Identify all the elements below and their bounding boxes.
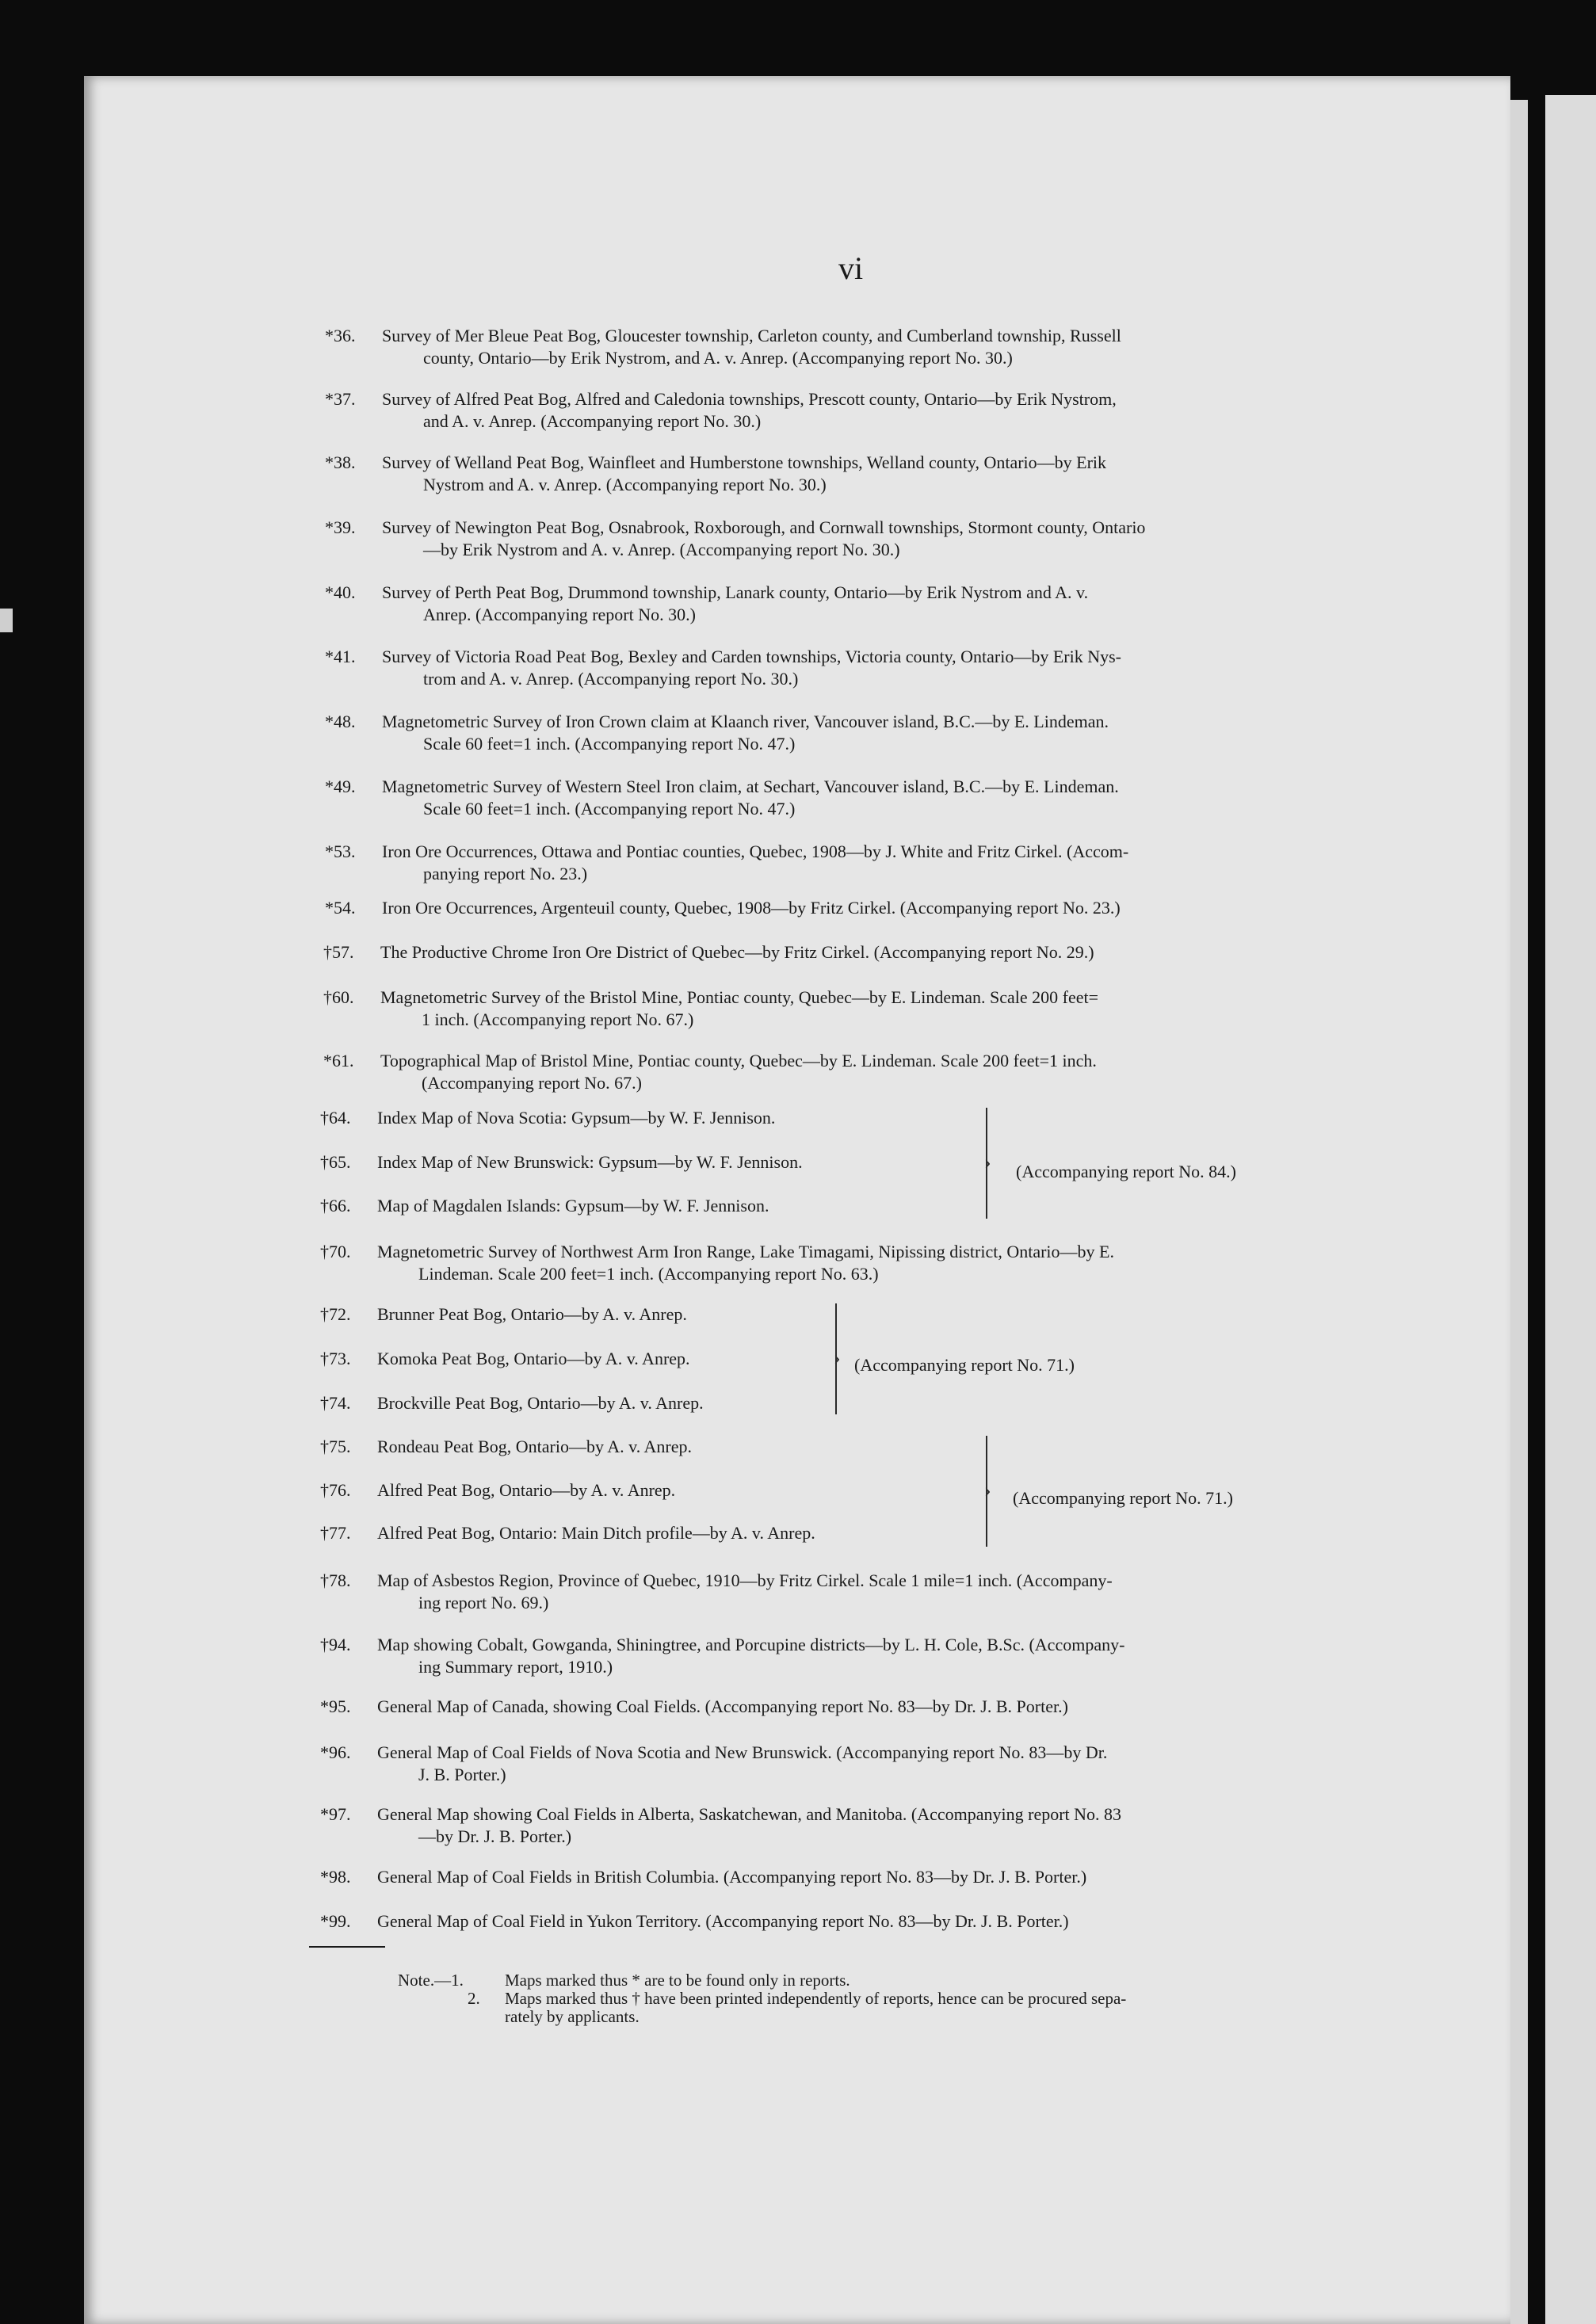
map-entry-line: General Map of Coal Fields of Nova Scotia and New Brunswick. (Accompanying report No. 83—by Dr. — [377, 1742, 1108, 1762]
note-line-1: Maps marked thus * are to be found only in reports. — [505, 1971, 850, 1990]
map-entry-line: Magnetometric Survey of Western Steel Iron claim, at Sechart, Vancouver island, B.C.—by E. Lindeman. — [382, 777, 1119, 796]
note-line-3: rately by applicants. — [505, 2007, 640, 2026]
map-entry-continuation-line: —by Dr. J. B. Porter.) — [418, 1826, 572, 1846]
map-entry — [320, 1195, 837, 1217]
map-entry-line: Brunner Peat Bog, Ontario—by A. v. Anrep. — [377, 1304, 687, 1324]
map-entry-text — [377, 1570, 1113, 1614]
map-entry-line: General Map of Coal Fields in British Columbia. (Accompanying report No. 83—by Dr. J. B. Porter.) — [377, 1867, 1087, 1887]
adjacent-page-edge — [1545, 95, 1596, 2324]
group-report-label: (Accompanying report No. 84.) — [1016, 1162, 1236, 1181]
map-entry-line: Brockville Peat Bog, Ontario—by A. v. Anrep. — [377, 1393, 704, 1413]
map-entry-number: †64. — [320, 1108, 351, 1128]
map-entry-number: †76. — [320, 1480, 351, 1500]
map-entry-line: General Map of Canada, showing Coal Fields. (Accompanying report No. 83—by Dr. J. B. Porter.) — [377, 1696, 1068, 1716]
map-entry-number: *99. — [320, 1911, 351, 1931]
map-entry-continuation-line: trom and A. v. Anrep. (Accompanying report No. 30.) — [423, 669, 799, 689]
map-entry-number: *40. — [325, 582, 356, 602]
map-entry-number: *37. — [325, 389, 356, 409]
map-entry — [320, 1522, 916, 1544]
map-entry-text — [377, 1910, 1069, 1933]
map-entry-text — [377, 1107, 775, 1129]
map-entry-continuation-line: Scale 60 feet=1 inch. (Accompanying report No. 47.) — [423, 734, 796, 754]
map-entry-line: Index Map of New Brunswick: Gypsum—by W. F. Jennison. — [377, 1152, 803, 1172]
map-entry — [320, 1910, 1360, 1933]
map-entry-line: Rondeau Peat Bog, Ontario—by A. v. Anrep. — [377, 1437, 692, 1456]
brace-point: › — [984, 1151, 991, 1173]
map-entry-text — [380, 941, 1094, 964]
map-entry — [320, 1803, 1399, 1848]
map-entry — [325, 776, 1440, 820]
map-entry-continuation-line: 1 inch. (Accompanying report No. 67.) — [422, 1009, 694, 1029]
map-entry-number: *53. — [325, 841, 356, 861]
map-entry-line: Alfred Peat Bog, Ontario—by A. v. Anrep. — [377, 1480, 676, 1500]
map-entry-number: *41. — [325, 647, 356, 666]
map-entry — [320, 1348, 797, 1370]
map-entry-text — [382, 582, 1088, 626]
map-entry-continuation-line: Nystrom and A. v. Anrep. (Accompanying report No. 30.) — [423, 475, 827, 494]
map-entry-text — [377, 1392, 704, 1414]
map-entry-text — [382, 841, 1128, 885]
map-entry — [320, 1436, 797, 1458]
map-entry-line: Komoka Peat Bog, Ontario—by A. v. Anrep. — [377, 1349, 690, 1368]
map-entry-text — [380, 1050, 1097, 1094]
map-entry-number: †65. — [320, 1152, 351, 1172]
map-entry — [325, 897, 1440, 919]
map-entry — [320, 1241, 1431, 1285]
map-entry-number: *97. — [320, 1804, 351, 1824]
map-entry-continuation-line: Scale 60 feet=1 inch. (Accompanying report No. 47.) — [423, 799, 796, 819]
note-label: Note.—1. — [398, 1971, 464, 1990]
map-entry-text — [382, 711, 1109, 755]
map-entry-line: Survey of Perth Peat Bog, Drummond township, Lanark county, Ontario—by Erik Nystrom and A. v. — [382, 582, 1089, 602]
map-entry-continuation-line: Anrep. (Accompanying report No. 30.) — [423, 605, 696, 624]
map-entry-number: †77. — [320, 1523, 351, 1543]
map-entry-line: Survey of Welland Peat Bog, Wainfleet and Humberstone townships, Welland county, Ontario—by Erik — [382, 452, 1107, 472]
map-entry-text — [377, 1742, 1107, 1786]
map-entry-number: *95. — [320, 1696, 351, 1716]
footnote-rule — [309, 1946, 385, 1948]
map-entry-line: Iron Ore Occurrences, Argenteuil county, Quebec, 1908—by Fritz Cirkel. (Accompanying report No. 23.) — [382, 898, 1121, 918]
map-entry-line: General Map showing Coal Fields in Alberta, Saskatchewan, and Manitoba. (Accompanying report No. 83 — [377, 1804, 1122, 1824]
map-entry — [325, 517, 1440, 561]
map-entry — [320, 1696, 1399, 1718]
map-entry — [325, 841, 1440, 885]
map-entry — [320, 1742, 1399, 1786]
map-entry-number: †78. — [320, 1570, 351, 1590]
map-entry — [325, 711, 1440, 755]
map-entry-number: †70. — [320, 1242, 351, 1261]
note-item-2-number: 2. — [468, 1989, 480, 2008]
group-report-label: (Accompanying report No. 71.) — [854, 1355, 1075, 1375]
map-entry — [325, 582, 1440, 626]
map-entry — [320, 1151, 869, 1173]
map-entry — [323, 941, 1434, 964]
map-entry-continuation-line: and A. v. Anrep. (Accompanying report No. 30.) — [423, 411, 762, 431]
map-entry — [320, 1479, 789, 1502]
map-entry-line: Survey of Victoria Road Peat Bog, Bexley and Carden townships, Victoria county, Ontario—by Erik Nys- — [382, 647, 1122, 666]
map-entry-line: Map of Magdalen Islands: Gypsum—by W. F. Jennison. — [377, 1196, 769, 1215]
map-entry-number: *49. — [325, 777, 356, 796]
page-number: vi — [838, 250, 864, 286]
map-entry-text — [377, 1151, 803, 1173]
map-entry-continuation-line: ing report No. 69.) — [418, 1593, 549, 1612]
map-entry-number: *38. — [325, 452, 356, 472]
brace-point: › — [984, 1479, 991, 1502]
map-entry-text — [377, 1696, 1068, 1718]
map-entry-text — [382, 517, 1145, 561]
map-entry — [325, 646, 1440, 690]
map-entry — [320, 1303, 789, 1326]
map-entry-number: *98. — [320, 1867, 351, 1887]
map-entry-number: †74. — [320, 1393, 351, 1413]
map-entry-text — [377, 1241, 1114, 1285]
map-entry-text — [382, 452, 1106, 496]
map-entry — [320, 1634, 1415, 1678]
map-entry-line: Survey of Newington Peat Bog, Osnabrook, Roxborough, and Cornwall townships, Stormont county, Ontario — [382, 517, 1146, 537]
map-entry — [320, 1866, 1368, 1888]
map-entry-text — [377, 1634, 1124, 1678]
scan-speck — [0, 609, 13, 632]
map-entry-number: *61. — [323, 1051, 354, 1070]
map-entry-continuation-line: (Accompanying report No. 67.) — [422, 1073, 642, 1093]
map-entry-continuation-line: county, Ontario—by Erik Nystrom, and A. v. Anrep. (Accompanying report No. 30.) — [423, 348, 1013, 368]
map-entry-number: †66. — [320, 1196, 351, 1215]
map-entry-line: Index Map of Nova Scotia: Gypsum—by W. F. Jennison. — [377, 1108, 776, 1128]
page-edge — [1510, 100, 1528, 2324]
map-entry-line: Magnetometric Survey of Iron Crown claim at Klaanch river, Vancouver island, B.C.—by E. Lindeman. — [382, 712, 1109, 731]
map-entry-number: *48. — [325, 712, 356, 731]
map-entry-line: Survey of Alfred Peat Bog, Alfred and Caledonia townships, Prescott county, Ontario—by Erik Nystrom, — [382, 389, 1117, 409]
map-entry-line: Magnetometric Survey of Northwest Arm Iron Range, Lake Timagami, Nipissing district, Ontario—by E. — [377, 1242, 1114, 1261]
map-entry-text — [377, 1348, 690, 1370]
group-report-label: (Accompanying report No. 71.) — [1013, 1488, 1233, 1508]
map-entry-line: Topographical Map of Bristol Mine, Pontiac county, Quebec—by E. Lindeman. Scale 200 feet=1 inch. — [380, 1051, 1097, 1070]
map-entry — [325, 388, 1440, 433]
brace-point: › — [834, 1346, 841, 1369]
map-entry-text — [382, 646, 1121, 690]
map-entry-text — [382, 897, 1121, 919]
map-entry — [323, 986, 1434, 1031]
map-entry-number: †60. — [323, 987, 354, 1007]
map-entry-text — [382, 776, 1119, 820]
map-entry-text — [382, 388, 1117, 433]
map-entry-continuation-line: Lindeman. Scale 200 feet=1 inch. (Accompanying report No. 63.) — [418, 1264, 879, 1284]
map-entry-line: Map showing Cobalt, Gowganda, Shiningtree, and Porcupine districts—by L. H. Cole, B.Sc. (Accompany- — [377, 1635, 1125, 1654]
map-entry-number: *54. — [325, 898, 356, 918]
map-entry-line: Map of Asbestos Region, Province of Quebec, 1910—by Fritz Cirkel. Scale 1 mile=1 inch. (Accompany- — [377, 1570, 1113, 1590]
map-entry-line: General Map of Coal Field in Yukon Territory. (Accompanying report No. 83—by Dr. J. B. Porter.) — [377, 1911, 1069, 1931]
map-entry-text — [377, 1866, 1086, 1888]
map-entry — [325, 325, 1440, 369]
map-entry-line: Iron Ore Occurrences, Ottawa and Pontiac counties, Quebec, 1908—by J. White and Fritz Cirkel. (Accom- — [382, 841, 1129, 861]
map-entry-number: †75. — [320, 1437, 351, 1456]
map-entry-number: †72. — [320, 1304, 351, 1324]
map-entry-text — [377, 1303, 687, 1326]
map-entry-text — [382, 325, 1121, 369]
map-entry — [320, 1107, 853, 1129]
map-entry-number: †57. — [323, 942, 354, 962]
map-entry-line: Magnetometric Survey of the Bristol Mine, Pontiac county, Quebec—by E. Lindeman. Scale 200 feet= — [380, 987, 1099, 1007]
map-entry — [320, 1570, 1415, 1614]
map-entry-text — [377, 1436, 692, 1458]
map-entry-continuation-line: J. B. Porter.) — [418, 1765, 506, 1784]
map-entry-continuation-line: ing Summary report, 1910.) — [418, 1657, 613, 1677]
map-entry-text — [377, 1479, 675, 1502]
map-entry-line: The Productive Chrome Iron Ore District of Quebec—by Fritz Cirkel. (Accompanying report No. 29.) — [380, 942, 1094, 962]
map-entry-continuation-line: —by Erik Nystrom and A. v. Anrep. (Accompanying report No. 30.) — [423, 540, 900, 559]
map-entry-line: Alfred Peat Bog, Ontario: Main Ditch profile—by A. v. Anrep. — [377, 1523, 815, 1543]
map-entry-text — [380, 986, 1098, 1031]
map-entry-number: *39. — [325, 517, 356, 537]
map-entry-number: †94. — [320, 1635, 351, 1654]
map-entry-line: Survey of Mer Bleue Peat Bog, Gloucester township, Carleton county, and Cumberland township, Russell — [382, 326, 1121, 345]
map-entry-number: †73. — [320, 1349, 351, 1368]
note-line-2: Maps marked thus † have been printed independently of reports, hence can be procured sepa- — [505, 1989, 1127, 2008]
map-entry-text — [377, 1522, 815, 1544]
map-entry — [325, 452, 1440, 496]
map-entry — [320, 1392, 805, 1414]
map-entry-continuation-line: panying report No. 23.) — [423, 864, 588, 883]
map-entry-text — [377, 1195, 769, 1217]
map-entry-text — [377, 1803, 1121, 1848]
map-entry-number: *36. — [325, 326, 356, 345]
map-entry-number: *96. — [320, 1742, 351, 1762]
map-entry — [323, 1050, 1434, 1094]
